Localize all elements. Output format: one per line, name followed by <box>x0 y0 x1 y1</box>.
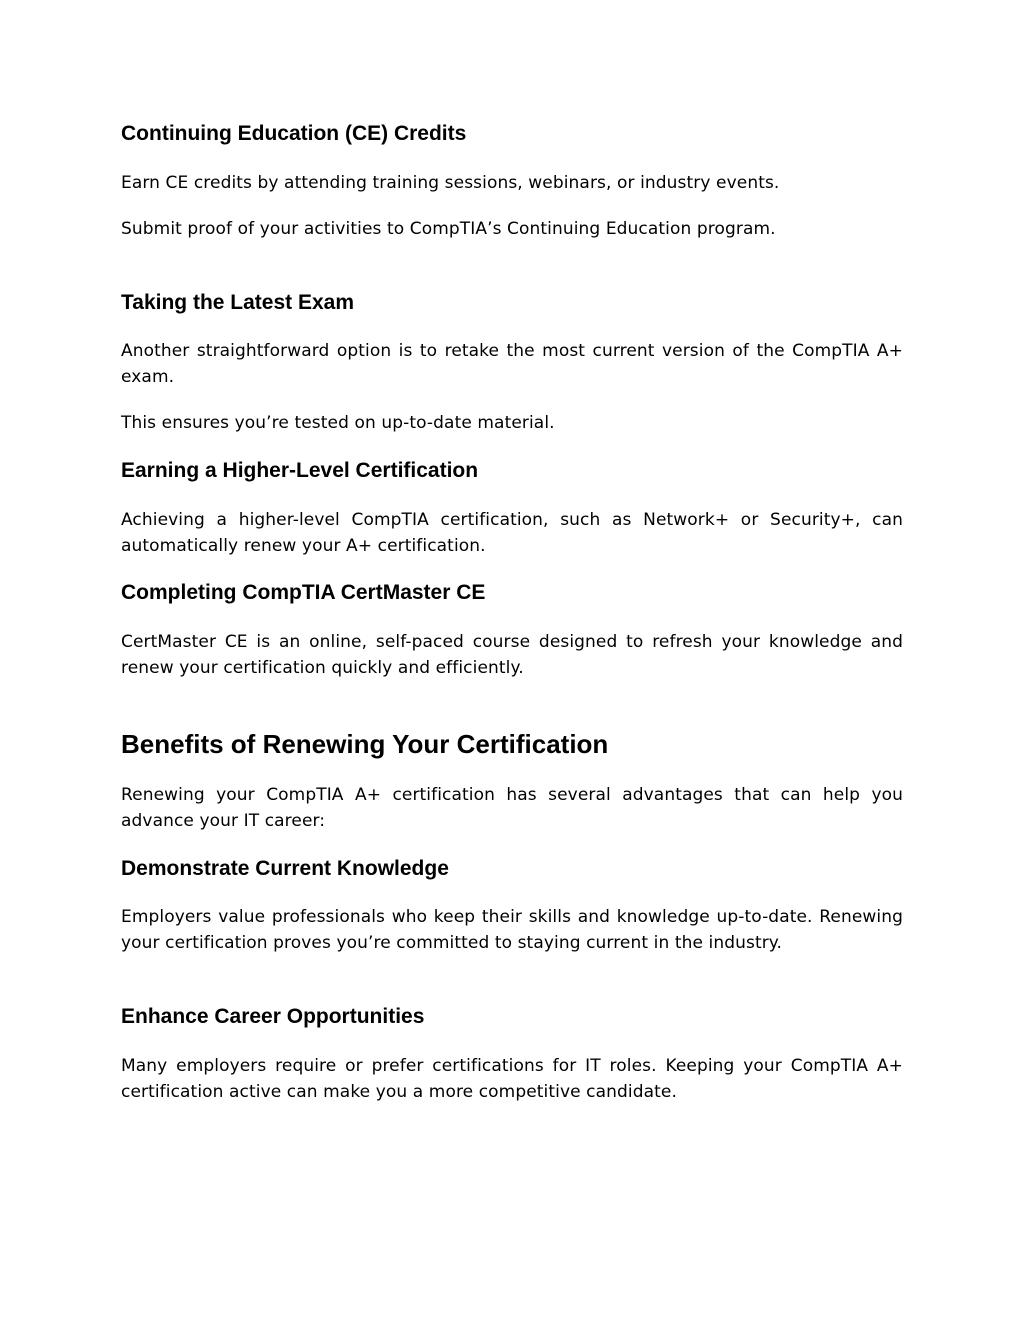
heading-latest-exam: Taking the Latest Exam <box>121 291 355 314</box>
heading-certmaster: Completing CompTIA CertMaster CE <box>121 581 486 604</box>
paragraph-current-knowledge: Employers value professionals who keep their skills and knowledge up-to-date. Renewing your certification proves you’re committed to staying current in the industry. <box>121 907 903 953</box>
paragraph-higher-level: Achieving a higher-level CompTIA certification, such as Network+ or Security+, can automatically renew your A+ certification. <box>121 510 903 556</box>
heading-ce-credits: Continuing Education (CE) Credits <box>121 122 467 145</box>
paragraph-benefits: Renewing your CompTIA A+ certification has several advantages that can help you advance your IT career: <box>121 785 903 831</box>
heading-benefits: Benefits of Renewing Your Certification <box>121 729 609 759</box>
paragraph-ce-credits-earn: Earn CE credits by attending training sessions, webinars, or industry events. <box>121 173 780 193</box>
heading-current-knowledge: Demonstrate Current Knowledge <box>121 857 449 880</box>
paragraph-latest-exam-ensures: This ensures you’re tested on up-to-date material. <box>121 413 555 433</box>
paragraph-latest-exam-retake: Another straightforward option is to retake the most current version of the CompTIA A+ exam. <box>121 341 903 387</box>
heading-career: Enhance Career Opportunities <box>121 1005 425 1028</box>
paragraph-certmaster: CertMaster CE is an online, self-paced course designed to refresh your knowledge and renew your certification quickly and efficiently. <box>121 632 903 678</box>
paragraph-ce-credits-submit: Submit proof of your activities to CompTIA’s Continuing Education program. <box>121 219 776 239</box>
paragraph-career: Many employers require or prefer certifications for IT roles. Keeping your CompTIA A+ certification active can make you a more competitive candidate. <box>121 1056 903 1102</box>
heading-higher-level: Earning a Higher-Level Certification <box>121 459 479 482</box>
document-page <box>121 0 903 1325</box>
